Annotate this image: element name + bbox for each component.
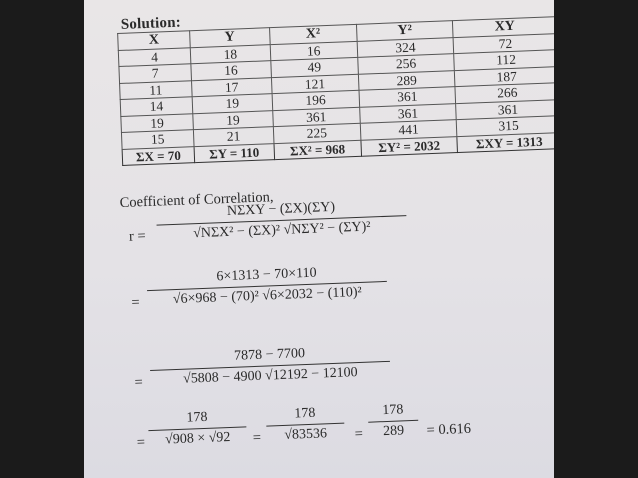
cell-x2: 16 (270, 41, 358, 61)
step2-equals: = (134, 374, 144, 391)
header-y2: Y² (356, 21, 453, 41)
cell-y: 16 (191, 61, 271, 81)
step3-numerator-3: 178 (382, 402, 404, 419)
step2-denominator: √5808 − 4900 √12192 − 12100 (182, 365, 358, 387)
step3-numerator-2: 178 (294, 405, 316, 422)
cell-x2: 225 (273, 123, 361, 143)
cell-y: 18 (190, 44, 270, 64)
cell-x: 14 (120, 97, 193, 116)
cell-y: 19 (192, 94, 272, 114)
cell-x: 4 (118, 47, 191, 66)
cell-xy: 112 (454, 50, 554, 70)
step1-equals: = (131, 294, 140, 311)
step1-denominator: √6×968 − (70)² √6×2032 − (110)² (172, 284, 363, 308)
total-x: ΣX = 70 (122, 146, 195, 165)
coefficient-heading: Coefficient of Correlation, (119, 189, 274, 212)
cell-y2: 441 (360, 120, 457, 140)
cell-y2: 289 (358, 70, 455, 90)
formula-denominator: √NΣX² − (ΣX)² √NΣY² − (ΣY)² (192, 219, 371, 242)
formula-lhs: r = (128, 228, 146, 245)
cell-y: 19 (193, 110, 273, 130)
step1-numerator: 6×1313 − 70×110 (216, 265, 317, 285)
cell-xy: 266 (455, 83, 554, 103)
step3-equals-3: = (354, 425, 364, 443)
cell-y2: 256 (358, 54, 455, 74)
cell-x: 19 (121, 113, 194, 132)
step3-denominator-1: √908 × √92 (164, 430, 231, 448)
cell-y2: 324 (357, 37, 454, 57)
cell-x2: 121 (271, 74, 359, 94)
book-page (84, 0, 554, 478)
step3-fraction-2 (266, 405, 345, 445)
step3-equals-1: = (136, 434, 146, 451)
step1-fraction (146, 263, 387, 309)
solution-heading: Solution: (120, 14, 182, 33)
cell-x2: 49 (271, 57, 359, 77)
step2-numerator: 7878 − 7700 (233, 346, 306, 364)
step3-equals-2: = (252, 429, 262, 447)
cell-x: 15 (121, 130, 194, 149)
total-y: ΣY = 110 (194, 143, 274, 163)
header-x2: X² (269, 24, 357, 44)
cell-y: 17 (192, 77, 272, 97)
total-x2: ΣX² = 968 (274, 140, 362, 160)
page-content (92, 0, 554, 474)
header-x: X (118, 31, 191, 50)
step2-fraction (149, 343, 390, 389)
cell-x2: 361 (272, 107, 360, 127)
data-table (117, 16, 554, 166)
cell-xy: 72 (453, 33, 554, 53)
step3-numerator-1: 178 (186, 409, 208, 426)
total-y2: ΣY² = 2032 (361, 136, 458, 156)
header-xy: XY (453, 17, 554, 37)
final-result: = 0.616 (426, 420, 472, 439)
total-xy: ΣXY = 1313 (457, 132, 554, 152)
cell-x: 11 (120, 80, 193, 99)
cell-xy: 187 (455, 66, 554, 86)
formula-numerator: NΣXY − (ΣX)(ΣY) (226, 199, 336, 219)
step3-denominator-3: 289 (382, 423, 405, 440)
cell-xy: 361 (456, 99, 554, 119)
step3-denominator-2: √83536 (284, 426, 328, 443)
cell-y2: 361 (359, 87, 456, 107)
cell-y2: 361 (359, 103, 456, 123)
header-y: Y (190, 28, 270, 48)
step3-fraction-1 (148, 408, 247, 449)
cell-x: 7 (119, 64, 192, 83)
cell-y: 21 (193, 127, 273, 147)
cell-x2: 196 (272, 90, 360, 110)
cell-xy: 315 (456, 116, 554, 136)
step3-fraction-3 (368, 402, 419, 441)
